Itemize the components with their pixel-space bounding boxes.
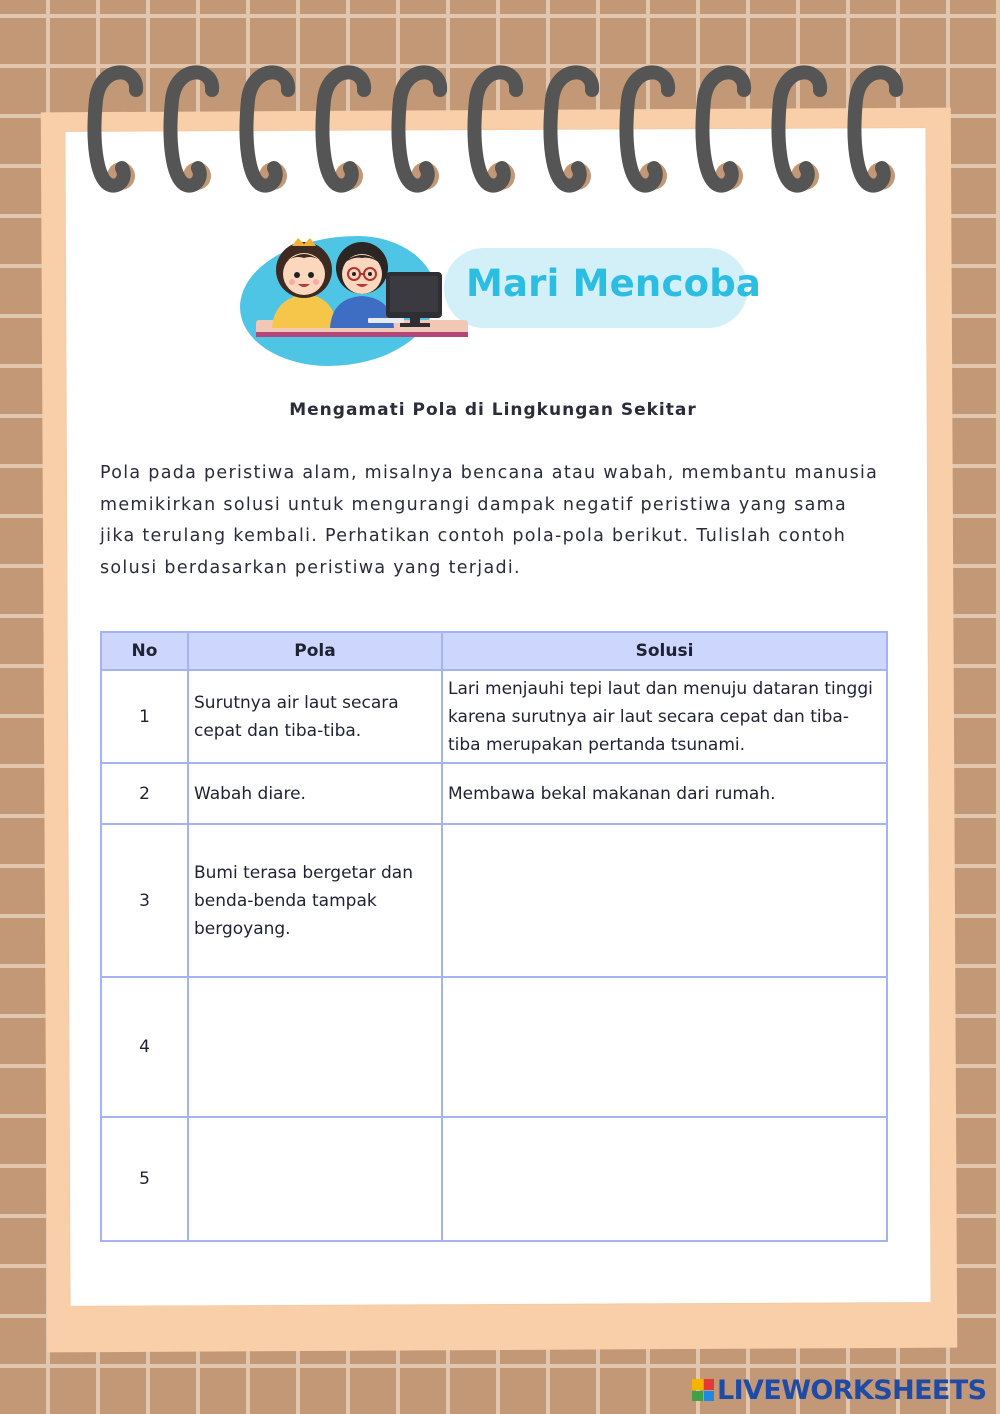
- intro-paragraph: [100, 458, 900, 584]
- header-no: No: [101, 632, 188, 670]
- spiral-ring: [475, 72, 517, 185]
- spiral-ring: [323, 72, 365, 185]
- kids-at-computer-illustration: [236, 228, 476, 372]
- table-row: [101, 670, 887, 763]
- table-row: [101, 1117, 887, 1241]
- brand-text: LIVEWORKSHEETS: [717, 1374, 987, 1406]
- table-header-row: [101, 632, 887, 670]
- spiral-ring: [399, 72, 441, 185]
- liveworksheets-brand: [692, 1372, 992, 1408]
- pola-cell: Wabah diare.: [188, 763, 442, 824]
- spiral-ring: [247, 72, 289, 185]
- intro-line: jika terulang kembali. Perhatikan contoh pola-pola berikut. Tulislah contoh: [100, 526, 847, 546]
- spiral-ring: [551, 72, 593, 185]
- pola-cell: Bumi terasa bergetar dan benda-benda tampak bergoyang.: [188, 824, 442, 977]
- table-row: [101, 763, 887, 824]
- solusi-answer-field[interactable]: [442, 1117, 887, 1241]
- intro-line: memikirkan solusi untuk mengurangi dampak negatif peristiwa yang sama: [100, 494, 847, 515]
- row-number: 4: [101, 977, 188, 1117]
- table-row: [101, 977, 887, 1117]
- row-number: 1: [101, 670, 188, 763]
- mari-mencoba-banner: [236, 228, 762, 372]
- worksheet-heading: Mengamati Pola di Lingkungan Sekitar: [289, 400, 697, 420]
- header-pola: Pola: [188, 632, 442, 670]
- pola-answer-field[interactable]: [188, 977, 442, 1117]
- liveworksheets-logo-icon: [692, 1379, 714, 1401]
- header-solusi: Solusi: [442, 632, 887, 670]
- row-number: 5: [101, 1117, 188, 1241]
- solusi-cell: Lari menjauhi tepi laut dan menuju dataran tinggi karena surutnya air laut secara cepat dan tiba-tiba merupakan pertanda tsunami.: [442, 670, 887, 763]
- row-number: 2: [101, 763, 188, 824]
- pattern-solution-table: [100, 631, 888, 1242]
- spiral-ring: [855, 72, 897, 185]
- banner-title: Mari Mencoba: [466, 262, 762, 305]
- solusi-answer-field[interactable]: [442, 824, 887, 977]
- spiral-ring: [95, 72, 137, 185]
- intro-line: solusi berdasarkan peristiwa yang terjadi.: [100, 557, 521, 578]
- spiral-ring: [779, 72, 821, 185]
- solusi-answer-field[interactable]: [442, 977, 887, 1117]
- spiral-ring: [171, 72, 213, 185]
- spiral-binding: [0, 0, 1000, 220]
- pola-cell: Surutnya air laut secara cepat dan tiba-tiba.: [188, 670, 442, 763]
- pola-answer-field[interactable]: [188, 1117, 442, 1241]
- table-row: [101, 824, 887, 977]
- spiral-ring: [627, 72, 669, 185]
- spiral-ring: [703, 72, 745, 185]
- row-number: 3: [101, 824, 188, 977]
- solusi-cell: Membawa bekal makanan dari rumah.: [442, 763, 887, 824]
- intro-line: Pola pada peristiwa alam, misalnya bencana atau wabah, membantu manusia: [100, 463, 879, 483]
